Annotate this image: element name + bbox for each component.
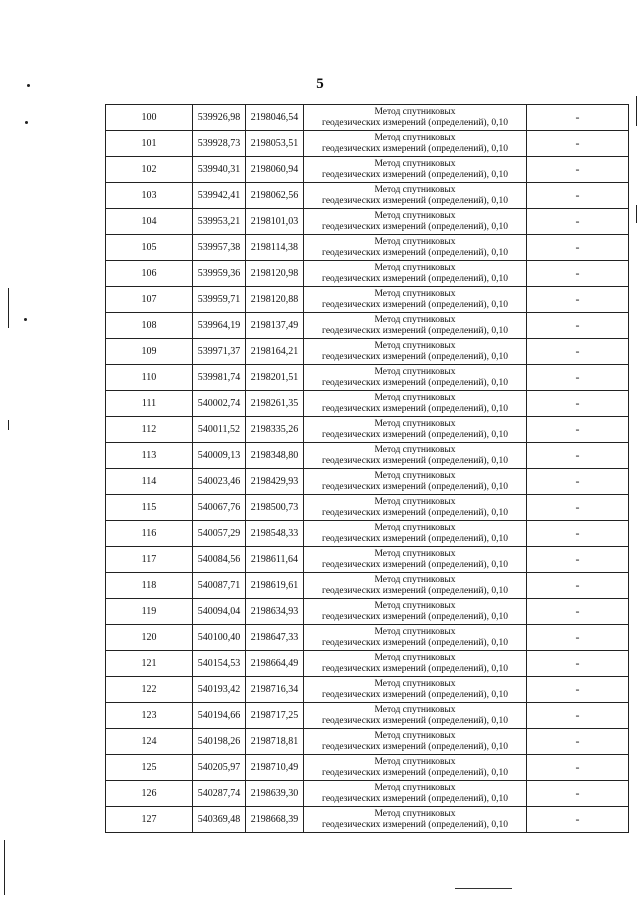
- method-line-1: Метод спутниковых: [374, 496, 456, 507]
- method-cell: [304, 495, 527, 521]
- method-line-1: Метод спутниковых: [374, 470, 456, 481]
- table-row: [106, 469, 629, 495]
- scan-dot: [25, 121, 28, 124]
- point-number-cell: 104: [106, 209, 193, 235]
- method-line-1: Метод спутниковых: [374, 210, 456, 221]
- description-cell: -: [527, 287, 629, 313]
- method-cell: [304, 183, 527, 209]
- x-coordinate-cell: 539959,71: [193, 287, 246, 313]
- method-line-1: Метод спутниковых: [374, 158, 456, 169]
- method-cell: [304, 157, 527, 183]
- y-coordinate-cell: 2198120,98: [246, 261, 304, 287]
- table-row: [106, 443, 629, 469]
- method-cell: [304, 729, 527, 755]
- y-coordinate-cell: 2198062,56: [246, 183, 304, 209]
- method-line-1: Метод спутниковых: [374, 678, 456, 689]
- y-coordinate-cell: 2198060,94: [246, 157, 304, 183]
- y-coordinate-cell: 2198548,33: [246, 521, 304, 547]
- method-line-1: Метод спутниковых: [374, 626, 456, 637]
- x-coordinate-cell: 539971,37: [193, 339, 246, 365]
- description-cell: -: [527, 339, 629, 365]
- description-cell: -: [527, 677, 629, 703]
- y-coordinate-cell: 2198716,34: [246, 677, 304, 703]
- point-number-cell: 108: [106, 313, 193, 339]
- method-cell: [304, 313, 527, 339]
- method-line-1: Метод спутниковых: [374, 730, 456, 741]
- y-coordinate-cell: 2198053,51: [246, 131, 304, 157]
- point-number-cell: 127: [106, 807, 193, 833]
- table-row: [106, 183, 629, 209]
- description-cell: -: [527, 573, 629, 599]
- method-line-1: Метод спутниковых: [374, 366, 456, 377]
- table-row: [106, 391, 629, 417]
- method-line-2: геодезических измерений (определений), 0,10: [322, 143, 508, 154]
- method-line-1: Метод спутниковых: [374, 262, 456, 273]
- point-number-cell: 106: [106, 261, 193, 287]
- x-coordinate-cell: 540369,48: [193, 807, 246, 833]
- description-cell: -: [527, 547, 629, 573]
- description-cell: -: [527, 235, 629, 261]
- method-line-2: геодезических измерений (определений), 0,10: [322, 663, 508, 674]
- point-number-cell: 119: [106, 599, 193, 625]
- description-cell: -: [527, 313, 629, 339]
- x-coordinate-cell: 539940,31: [193, 157, 246, 183]
- point-number-cell: 113: [106, 443, 193, 469]
- method-line-2: геодезических измерений (определений), 0,10: [322, 325, 508, 336]
- description-cell: -: [527, 105, 629, 131]
- point-number-cell: 125: [106, 755, 193, 781]
- description-cell: -: [527, 131, 629, 157]
- method-line-2: геодезических измерений (определений), 0,10: [322, 117, 508, 128]
- table-row: [106, 651, 629, 677]
- point-number-cell: 115: [106, 495, 193, 521]
- x-coordinate-cell: 539959,36: [193, 261, 246, 287]
- method-cell: [304, 625, 527, 651]
- point-number-cell: 117: [106, 547, 193, 573]
- scan-mark: [8, 288, 9, 328]
- method-line-1: Метод спутниковых: [374, 756, 456, 767]
- point-number-cell: 126: [106, 781, 193, 807]
- table-row: [106, 521, 629, 547]
- method-line-2: геодезических измерений (определений), 0,10: [322, 273, 508, 284]
- table-row: [106, 287, 629, 313]
- page-number: 5: [316, 76, 324, 92]
- table-row: [106, 807, 629, 833]
- description-cell: -: [527, 391, 629, 417]
- y-coordinate-cell: 2198619,61: [246, 573, 304, 599]
- method-cell: [304, 521, 527, 547]
- x-coordinate-cell: 540198,26: [193, 729, 246, 755]
- method-line-1: Метод спутниковых: [374, 288, 456, 299]
- scan-mark: [636, 205, 637, 223]
- description-cell: -: [527, 469, 629, 495]
- x-coordinate-cell: 540100,40: [193, 625, 246, 651]
- table-row: [106, 313, 629, 339]
- x-coordinate-cell: 539964,19: [193, 313, 246, 339]
- table-row: [106, 157, 629, 183]
- method-line-2: геодезических измерений (определений), 0,10: [322, 377, 508, 388]
- method-line-2: геодезических измерений (определений), 0,10: [322, 767, 508, 778]
- method-line-2: геодезических измерений (определений), 0,10: [322, 195, 508, 206]
- point-number-cell: 124: [106, 729, 193, 755]
- method-cell: [304, 391, 527, 417]
- y-coordinate-cell: 2198046,54: [246, 105, 304, 131]
- method-cell: [304, 755, 527, 781]
- point-number-cell: 120: [106, 625, 193, 651]
- x-coordinate-cell: 540287,74: [193, 781, 246, 807]
- method-cell: [304, 573, 527, 599]
- description-cell: -: [527, 781, 629, 807]
- coordinates-table-body: [106, 105, 629, 833]
- point-number-cell: 121: [106, 651, 193, 677]
- method-cell: [304, 105, 527, 131]
- table-row: [106, 703, 629, 729]
- point-number-cell: 122: [106, 677, 193, 703]
- table-row: [106, 625, 629, 651]
- method-line-2: геодезических измерений (определений), 0,10: [322, 819, 508, 830]
- method-line-2: геодезических измерений (определений), 0,10: [322, 507, 508, 518]
- y-coordinate-cell: 2198335,26: [246, 417, 304, 443]
- table-row: [106, 235, 629, 261]
- method-line-1: Метод спутниковых: [374, 548, 456, 559]
- point-number-cell: 107: [106, 287, 193, 313]
- y-coordinate-cell: 2198348,80: [246, 443, 304, 469]
- table-row: [106, 495, 629, 521]
- method-cell: [304, 703, 527, 729]
- y-coordinate-cell: 2198634,93: [246, 599, 304, 625]
- x-coordinate-cell: 540205,97: [193, 755, 246, 781]
- point-number-cell: 112: [106, 417, 193, 443]
- table-row: [106, 755, 629, 781]
- table-row: [106, 365, 629, 391]
- point-number-cell: 102: [106, 157, 193, 183]
- point-number-cell: 114: [106, 469, 193, 495]
- scan-mark: [636, 96, 637, 126]
- description-cell: -: [527, 209, 629, 235]
- y-coordinate-cell: 2198261,35: [246, 391, 304, 417]
- point-number-cell: 110: [106, 365, 193, 391]
- table-row: [106, 677, 629, 703]
- table-row: [106, 547, 629, 573]
- table-row: [106, 339, 629, 365]
- method-line-1: Метод спутниковых: [374, 340, 456, 351]
- method-line-1: Метод спутниковых: [374, 600, 456, 611]
- point-number-cell: 123: [106, 703, 193, 729]
- method-cell: [304, 287, 527, 313]
- method-line-2: геодезических измерений (определений), 0,10: [322, 637, 508, 648]
- method-line-2: геодезических измерений (определений), 0,10: [322, 689, 508, 700]
- x-coordinate-cell: 539957,38: [193, 235, 246, 261]
- table-row: [106, 131, 629, 157]
- point-number-cell: 105: [106, 235, 193, 261]
- y-coordinate-cell: 2198668,39: [246, 807, 304, 833]
- method-cell: [304, 131, 527, 157]
- table-row: [106, 209, 629, 235]
- x-coordinate-cell: 540011,52: [193, 417, 246, 443]
- x-coordinate-cell: 539928,73: [193, 131, 246, 157]
- y-coordinate-cell: 2198500,73: [246, 495, 304, 521]
- description-cell: -: [527, 261, 629, 287]
- method-line-2: геодезических измерений (определений), 0,10: [322, 611, 508, 622]
- method-line-1: Метод спутниковых: [374, 808, 456, 819]
- y-coordinate-cell: 2198101,03: [246, 209, 304, 235]
- method-line-1: Метод спутниковых: [374, 522, 456, 533]
- description-cell: -: [527, 521, 629, 547]
- y-coordinate-cell: 2198114,38: [246, 235, 304, 261]
- method-cell: [304, 417, 527, 443]
- method-cell: [304, 443, 527, 469]
- method-line-1: Метод спутниковых: [374, 418, 456, 429]
- x-coordinate-cell: 539926,98: [193, 105, 246, 131]
- description-cell: -: [527, 599, 629, 625]
- point-number-cell: 103: [106, 183, 193, 209]
- method-line-1: Метод спутниковых: [374, 392, 456, 403]
- method-line-1: Метод спутниковых: [374, 574, 456, 585]
- method-line-2: геодезических измерений (определений), 0,10: [322, 351, 508, 362]
- y-coordinate-cell: 2198137,49: [246, 313, 304, 339]
- y-coordinate-cell: 2198717,25: [246, 703, 304, 729]
- method-cell: [304, 599, 527, 625]
- x-coordinate-cell: 539953,21: [193, 209, 246, 235]
- method-line-2: геодезических измерений (определений), 0,10: [322, 169, 508, 180]
- method-line-2: геодезических измерений (определений), 0,10: [322, 403, 508, 414]
- point-number-cell: 109: [106, 339, 193, 365]
- scan-dot: [24, 318, 27, 321]
- description-cell: -: [527, 807, 629, 833]
- method-line-2: геодезических измерений (определений), 0,10: [322, 793, 508, 804]
- footer-line: [455, 888, 512, 889]
- y-coordinate-cell: 2198639,30: [246, 781, 304, 807]
- description-cell: -: [527, 365, 629, 391]
- x-coordinate-cell: 540087,71: [193, 573, 246, 599]
- method-line-2: геодезических измерений (определений), 0,10: [322, 221, 508, 232]
- coordinates-table: [105, 104, 629, 833]
- x-coordinate-cell: 540057,29: [193, 521, 246, 547]
- description-cell: -: [527, 755, 629, 781]
- method-line-1: Метод спутниковых: [374, 444, 456, 455]
- description-cell: -: [527, 729, 629, 755]
- x-coordinate-cell: 539981,74: [193, 365, 246, 391]
- x-coordinate-cell: 540193,42: [193, 677, 246, 703]
- method-line-1: Метод спутниковых: [374, 236, 456, 247]
- description-cell: -: [527, 417, 629, 443]
- method-cell: [304, 209, 527, 235]
- x-coordinate-cell: 540023,46: [193, 469, 246, 495]
- method-line-2: геодезических измерений (определений), 0,10: [322, 533, 508, 544]
- table-row: [106, 599, 629, 625]
- method-line-1: Метод спутниковых: [374, 704, 456, 715]
- description-cell: -: [527, 495, 629, 521]
- point-number-cell: 111: [106, 391, 193, 417]
- method-line-2: геодезических измерений (определений), 0,10: [322, 455, 508, 466]
- y-coordinate-cell: 2198201,51: [246, 365, 304, 391]
- method-cell: [304, 547, 527, 573]
- method-cell: [304, 677, 527, 703]
- method-cell: [304, 261, 527, 287]
- method-line-2: геодезических измерений (определений), 0,10: [322, 741, 508, 752]
- point-number-cell: 101: [106, 131, 193, 157]
- description-cell: -: [527, 157, 629, 183]
- y-coordinate-cell: 2198164,21: [246, 339, 304, 365]
- description-cell: -: [527, 443, 629, 469]
- scan-mark: [4, 840, 5, 895]
- method-line-1: Метод спутниковых: [374, 314, 456, 325]
- y-coordinate-cell: 2198718,81: [246, 729, 304, 755]
- table-row: [106, 781, 629, 807]
- x-coordinate-cell: 539942,41: [193, 183, 246, 209]
- method-line-2: геодезических измерений (определений), 0,10: [322, 481, 508, 492]
- method-line-2: геодезических измерений (определений), 0,10: [322, 429, 508, 440]
- y-coordinate-cell: 2198647,33: [246, 625, 304, 651]
- description-cell: -: [527, 703, 629, 729]
- method-cell: [304, 365, 527, 391]
- table-row: [106, 105, 629, 131]
- method-line-1: Метод спутниковых: [374, 782, 456, 793]
- x-coordinate-cell: 540009,13: [193, 443, 246, 469]
- method-cell: [304, 339, 527, 365]
- method-line-2: геодезических измерений (определений), 0,10: [322, 715, 508, 726]
- point-number-cell: 100: [106, 105, 193, 131]
- method-line-2: геодезических измерений (определений), 0,10: [322, 247, 508, 258]
- method-line-1: Метод спутниковых: [374, 652, 456, 663]
- description-cell: -: [527, 651, 629, 677]
- method-line-2: геодезических измерений (определений), 0,10: [322, 559, 508, 570]
- x-coordinate-cell: 540084,56: [193, 547, 246, 573]
- y-coordinate-cell: 2198611,64: [246, 547, 304, 573]
- x-coordinate-cell: 540194,66: [193, 703, 246, 729]
- table-row: [106, 261, 629, 287]
- method-cell: [304, 807, 527, 833]
- method-line-1: Метод спутниковых: [374, 106, 456, 117]
- x-coordinate-cell: 540154,53: [193, 651, 246, 677]
- x-coordinate-cell: 540002,74: [193, 391, 246, 417]
- point-number-cell: 116: [106, 521, 193, 547]
- y-coordinate-cell: 2198664,49: [246, 651, 304, 677]
- method-cell: [304, 781, 527, 807]
- method-line-1: Метод спутниковых: [374, 132, 456, 143]
- y-coordinate-cell: 2198710,49: [246, 755, 304, 781]
- scan-mark: [8, 420, 9, 430]
- x-coordinate-cell: 540094,04: [193, 599, 246, 625]
- method-line-1: Метод спутниковых: [374, 184, 456, 195]
- description-cell: -: [527, 183, 629, 209]
- y-coordinate-cell: 2198120,88: [246, 287, 304, 313]
- table-row: [106, 417, 629, 443]
- method-line-2: геодезических измерений (определений), 0,10: [322, 299, 508, 310]
- table-row: [106, 573, 629, 599]
- table-row: [106, 729, 629, 755]
- point-number-cell: 118: [106, 573, 193, 599]
- method-cell: [304, 235, 527, 261]
- method-cell: [304, 651, 527, 677]
- x-coordinate-cell: 540067,76: [193, 495, 246, 521]
- method-line-2: геодезических измерений (определений), 0,10: [322, 585, 508, 596]
- description-cell: -: [527, 625, 629, 651]
- method-cell: [304, 469, 527, 495]
- y-coordinate-cell: 2198429,93: [246, 469, 304, 495]
